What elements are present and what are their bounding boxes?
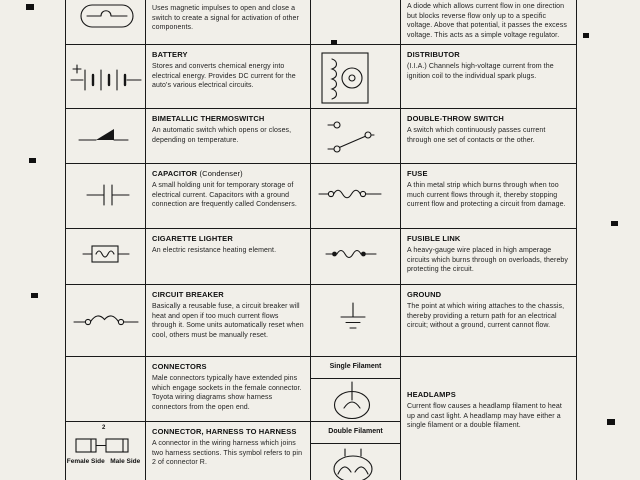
connectors-symbol-cell	[65, 356, 146, 422]
circuit-breaker-symbol-cell	[65, 284, 146, 357]
harness-connector-body: A connector in the wiring harness which joins two harness sections. This symbol refers to pin 2 of connector R.	[152, 440, 303, 467]
double-throw-switch-description-cell	[400, 108, 577, 164]
distributor-icon	[321, 52, 369, 104]
harness-connector-pair-icon	[74, 432, 136, 458]
capacitor-icon	[85, 182, 131, 206]
scan-mark	[583, 33, 589, 38]
headlamps-body: Current flow causes a headlamp filament to heat up and cast light. A headlamp may have either a single filament or a double filament.	[407, 403, 562, 430]
battery-title: BATTERY	[152, 50, 188, 59]
battery-symbol-cell	[65, 44, 146, 109]
capacitor-description-cell	[145, 163, 311, 229]
fuse-body: A thin metal strip which burns through when too much current flows through it, thereby stopping current flow and protecting a circuit from damage.	[407, 182, 566, 209]
connectors-body: Male connectors typically have extended pins which engage sockets in the female connector. Toyota wiring diagrams show harness connectors from the open end.	[152, 375, 302, 411]
harness-connector-symbol-cell	[65, 421, 146, 480]
headlamps-description-cell	[400, 356, 577, 480]
single-filament-symbol-cell	[310, 378, 401, 422]
circuit-breaker-title: CIRCUIT BREAKER	[152, 290, 224, 299]
ground-description-cell	[400, 284, 577, 357]
zener-body: A diode which allows current flow in one direction but blocks reverse flow only up to a specific voltage. Above that potential, it passes the excess voltage. This acts as a simple voltage regulator.	[407, 3, 567, 39]
cigarette-lighter-symbol-cell	[65, 228, 146, 285]
single-filament-label-cell	[310, 356, 401, 379]
bimetallic-thermoswitch-description-cell	[145, 108, 311, 164]
scan-mark	[607, 419, 615, 425]
double-throw-switch-symbol-cell	[310, 108, 401, 164]
double-throw-switch-body: A switch which continuously passes current through one set of contacts or the other.	[407, 127, 546, 144]
female-side-label: Female Side	[66, 458, 105, 465]
scan-mark	[31, 293, 38, 298]
ground-icon	[338, 302, 368, 332]
fusible-link-body: A heavy-gauge wire placed in high amperage circuits which burns through on overloads, thereby protecting the circuit.	[407, 247, 569, 274]
bimetallic-thermoswitch-symbol-cell	[65, 108, 146, 164]
male-side-label: Male Side	[110, 458, 141, 465]
bimetallic-thermoswitch-title: BIMETALLIC THERMOSWITCH	[152, 114, 265, 123]
zener-description-cell	[400, 0, 577, 45]
distributor-body: (I.I.A.) Channels high-voltage current from the ignition coil to the individual spark plugs.	[407, 63, 554, 80]
headlamp-double-filament-icon	[330, 448, 376, 480]
relay-description-cell	[145, 0, 311, 45]
capacitor-body: A small holding unit for temporary storage of electrical current. Capacitors with a ground connection are frequently called Condensers.	[152, 182, 297, 209]
battery-description-cell	[145, 44, 311, 109]
battery-body: Stores and converts chemical energy into electrical energy. Provides DC current for the auto's various electrical circuits.	[152, 63, 296, 90]
connectors-title: CONNECTORS	[152, 362, 207, 371]
double-throw-switch-icon	[327, 118, 375, 156]
ground-title: GROUND	[407, 290, 442, 299]
single-filament-label: Single Filament	[329, 363, 382, 370]
headlamps-title: HEADLAMPS	[407, 390, 456, 399]
distributor-description-cell	[400, 44, 577, 109]
battery-icon	[69, 63, 143, 93]
relay-body: Uses magnetic impulses to open and close a switch to create a signal for activation of other components.	[152, 5, 299, 32]
capacitor-title: CAPACITOR (Condenser)	[152, 169, 243, 178]
cigarette-lighter-title: CIGARETTE LIGHTER	[152, 234, 233, 243]
relay-coil-icon	[80, 3, 134, 29]
cigarette-lighter-icon	[81, 243, 131, 265]
ground-body: The point at which wiring attaches to the chassis, thereby providing a return path for an electrical circuit; without a ground, current cannot flow.	[407, 303, 565, 330]
relay-symbol-cell	[65, 0, 146, 45]
zener-symbol-cell	[310, 0, 401, 45]
cigarette-lighter-description-cell	[145, 228, 311, 285]
capacitor-title-note: (Condenser)	[199, 169, 243, 178]
scan-mark	[26, 4, 34, 10]
cigarette-lighter-body: An electric resistance heating element.	[152, 247, 277, 254]
headlamp-single-filament-icon	[331, 381, 373, 421]
scan-mark	[29, 158, 36, 163]
fusible-link-description-cell	[400, 228, 577, 285]
bimetallic-thermoswitch-icon	[78, 123, 130, 145]
harness-connector-description-cell	[145, 421, 311, 480]
double-throw-switch-title: DOUBLE-THROW SWITCH	[407, 114, 505, 123]
fuse-symbol-cell	[310, 163, 401, 229]
connectors-description-cell	[145, 356, 311, 422]
capacitor-symbol-cell	[65, 163, 146, 229]
fuse-icon	[318, 185, 382, 203]
fusible-link-symbol-cell	[310, 228, 401, 285]
fusible-link-icon	[325, 244, 377, 264]
ground-symbol-cell	[310, 284, 401, 357]
double-filament-label-cell	[310, 421, 401, 444]
circuit-breaker-body: Basically a reusable fuse, a circuit breaker will heat and open if too much current flows through it. Some units automatically reset when cool, others must be manually reset.	[152, 303, 304, 339]
pin-number-label: 2	[102, 425, 106, 431]
scan-mark	[331, 40, 337, 45]
distributor-title: DISTRIBUTOR	[407, 50, 460, 59]
circuit-breaker-description-cell	[145, 284, 311, 357]
bimetallic-thermoswitch-body: An automatic switch which opens or closes, depending on temperature.	[152, 127, 292, 144]
fuse-title: FUSE	[407, 169, 428, 178]
fuse-description-cell	[400, 163, 577, 229]
circuit-breaker-icon	[73, 308, 139, 328]
harness-connector-title: CONNECTOR, HARNESS TO HARNESS	[152, 427, 297, 436]
connector-side-labels	[66, 458, 145, 466]
fusible-link-title: FUSIBLE LINK	[407, 234, 461, 243]
distributor-symbol-cell	[310, 44, 401, 109]
double-filament-symbol-cell	[310, 443, 401, 480]
scan-mark	[611, 221, 618, 226]
double-filament-label: Double Filament	[328, 428, 383, 435]
